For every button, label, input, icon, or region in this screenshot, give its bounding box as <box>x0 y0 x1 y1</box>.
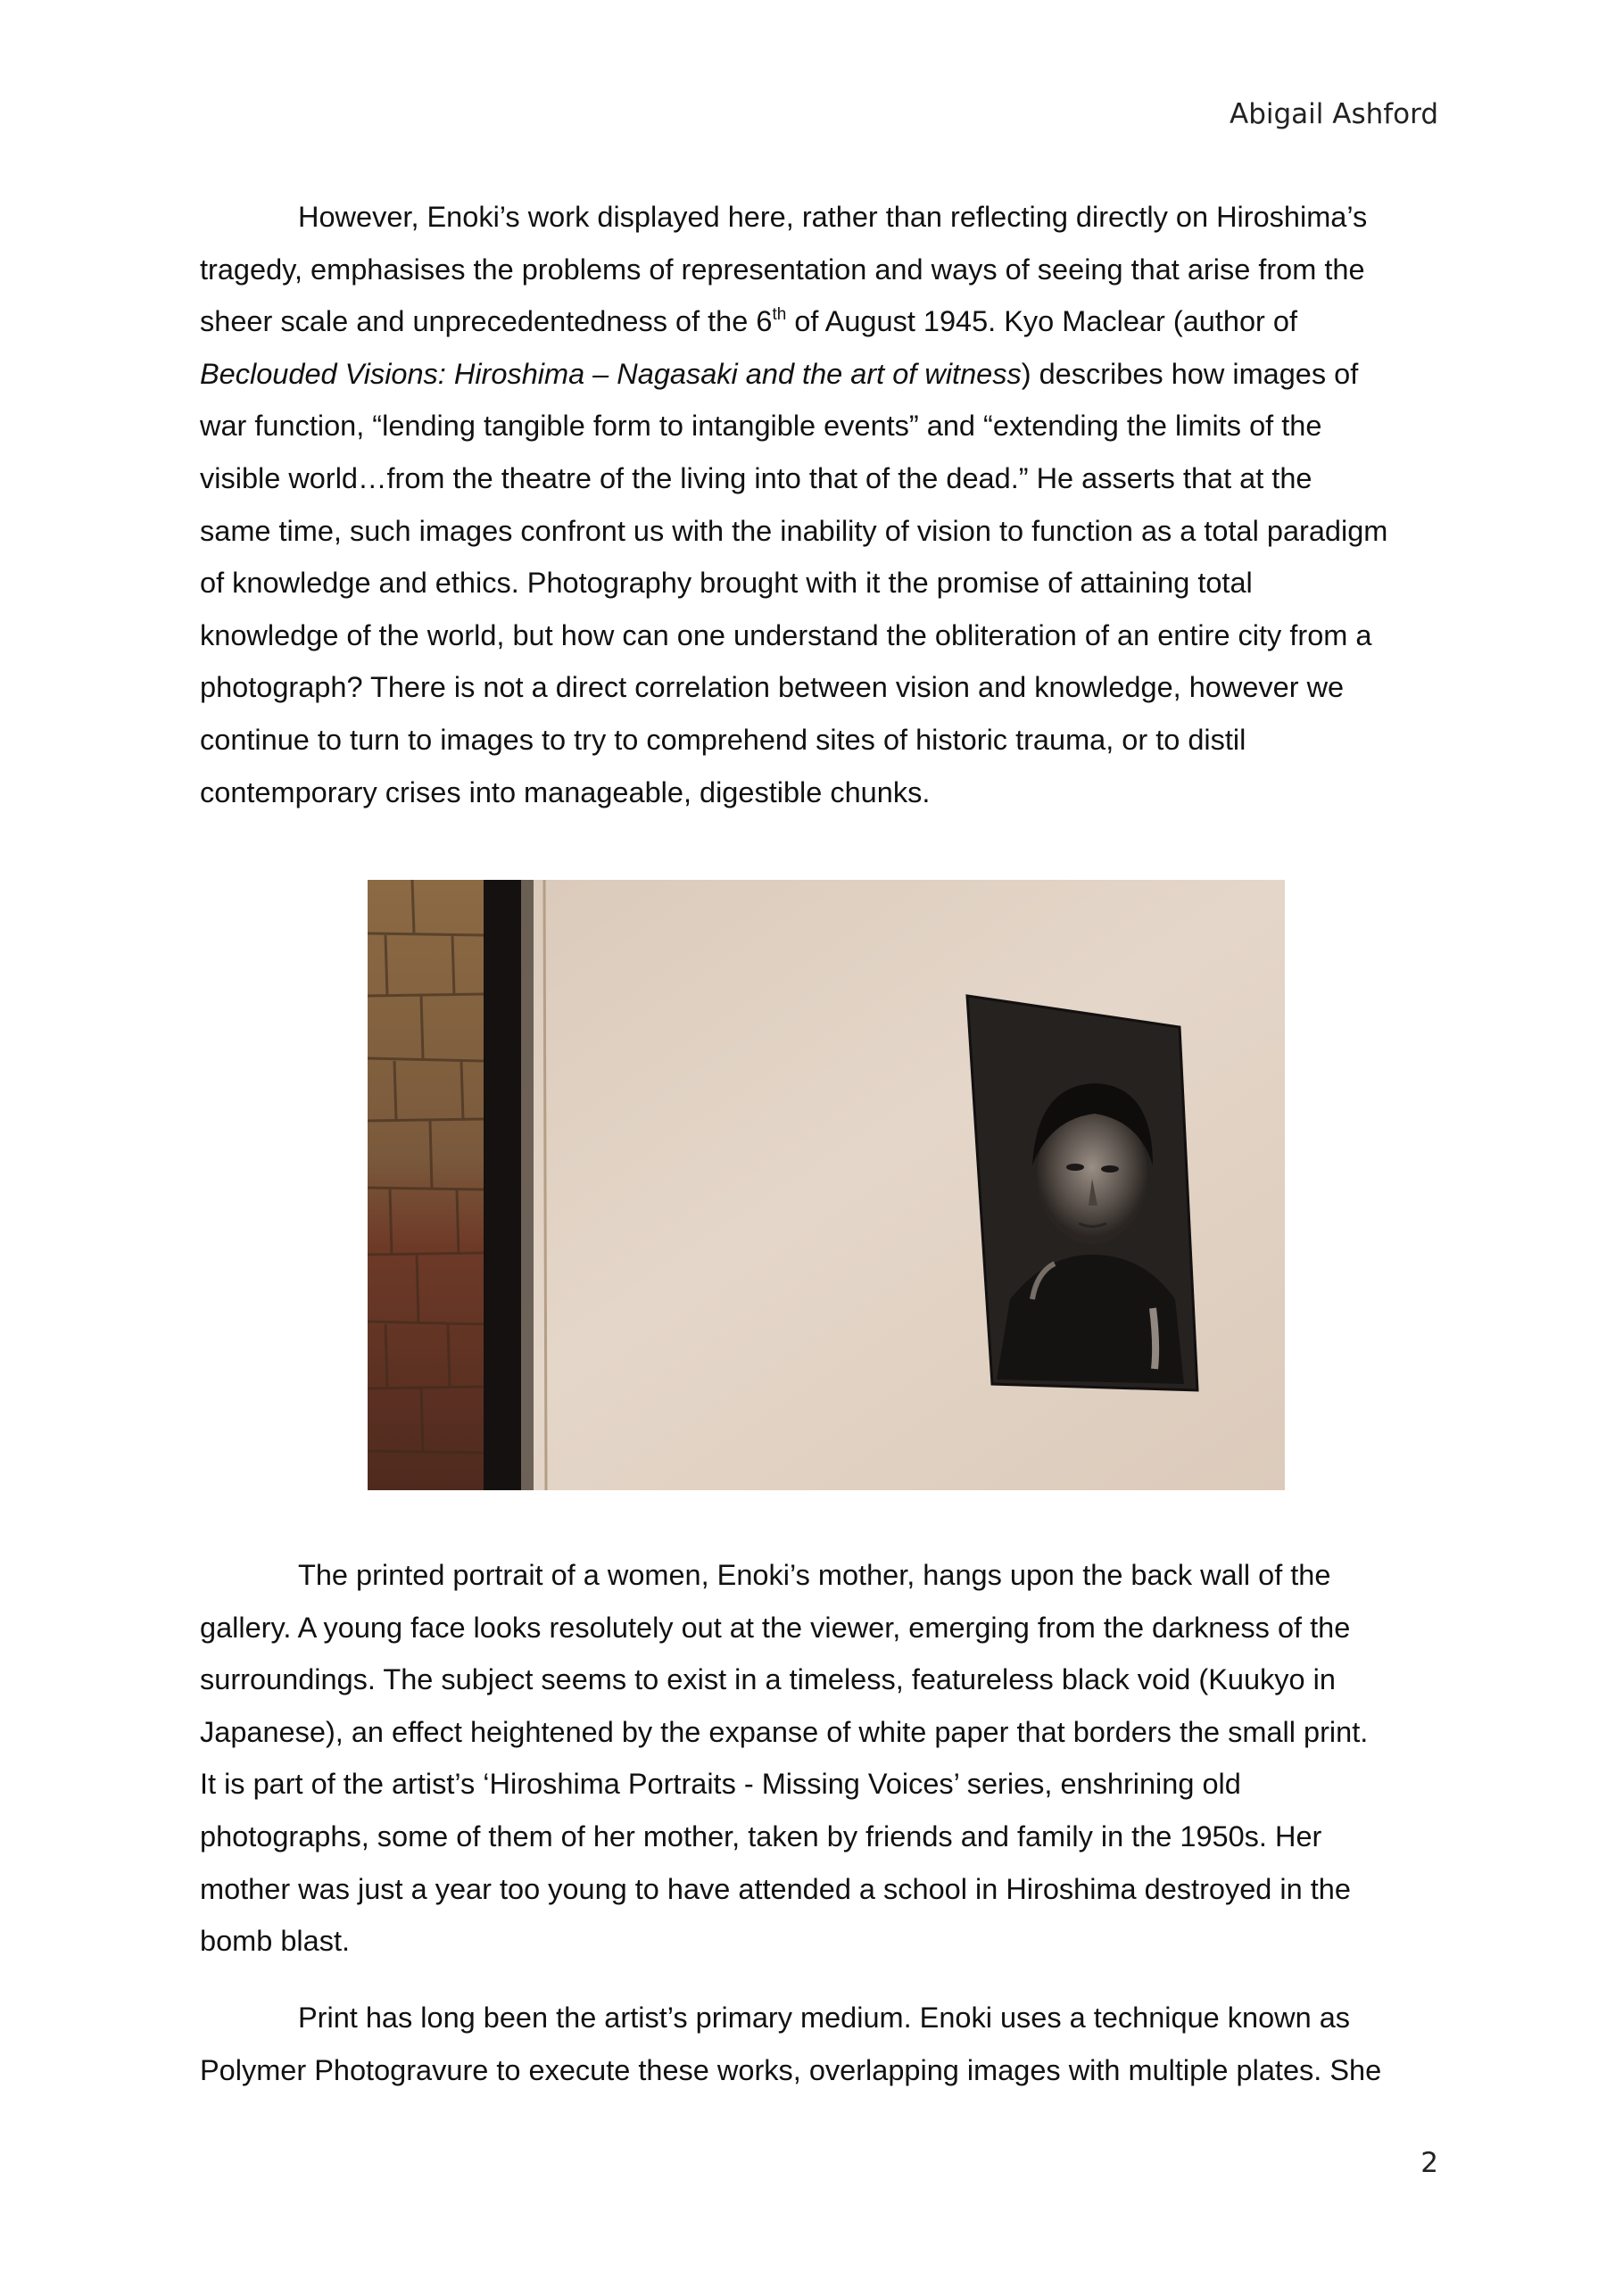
paragraph-line: contemporary crises into manageable, digestible chunks. <box>200 775 931 808</box>
paragraph-1 <box>200 191 1449 818</box>
book-title: Beclouded Visions: Hiroshima – Nagasaki and the art of witness <box>200 357 1022 390</box>
paragraph-line: surroundings. The subject seems to exist in a timeless, featureless black void (Kuukyo in <box>200 1663 1336 1696</box>
paragraph-line: The printed portrait of a women, Enoki’s mother, hangs upon the back wall of the <box>298 1559 1331 1591</box>
line-text: ) describes how images of <box>1021 357 1359 390</box>
line-text: of August 1945. Kyo Maclear (author of <box>786 305 1297 338</box>
paragraph-line: war function, “lending tangible form to intangible events” and “extending the limits of the <box>200 410 1322 443</box>
paragraph-3 <box>200 1992 1449 2096</box>
paragraph-line: knowledge of the world, but how can one understand the obliteration of an entire city from a <box>200 618 1372 651</box>
paragraph-line: mother was just a year too young to have attended a school in Hiroshima destroyed in the <box>200 1872 1351 1905</box>
header-author-name: Abigail Ashford <box>1229 98 1438 130</box>
paragraph-line <box>200 348 1449 401</box>
paragraph-line: Polymer Photogravure to execute these works, overlapping images with multiple plates. She <box>200 2053 1382 2086</box>
paragraph-line <box>200 295 1449 348</box>
paragraph-line: gallery. A young face looks resolutely out at the viewer, emerging from the darkness of the <box>200 1611 1351 1644</box>
paragraph-line: photograph? There is not a direct correlation between vision and knowledge, however we <box>200 671 1345 704</box>
line-text: sheer scale and unprecedentedness of the 6 <box>200 305 773 338</box>
paragraph-line: Print has long been the artist’s primary medium. Enoki uses a technique known as <box>298 2002 1351 2034</box>
paragraph-line: photographs, some of them of her mother, taken by friends and family in the 1950s. Her <box>200 1819 1322 1853</box>
paragraph-line: However, Enoki’s work displayed here, rather than reflecting directly on Hiroshima’s <box>298 201 1368 233</box>
paragraph-line: same time, such images confront us with the inability of vision to function as a total paradigm <box>200 514 1388 547</box>
paragraph-line: bomb blast. <box>200 1925 351 1958</box>
paragraph-line: Japanese), an effect heightened by the expanse of white paper that borders the small print. <box>200 1715 1369 1748</box>
gallery-photograph <box>368 880 1285 1490</box>
ordinal-superscript: th <box>772 305 787 325</box>
paragraph-line: continue to turn to images to try to comprehend sites of historic trauma, or to distil <box>200 723 1246 756</box>
paragraph-line: tragedy, emphasises the problems of representation and ways of seeing that arise from the <box>200 253 1365 286</box>
paragraph-line: It is part of the artist’s ‘Hiroshima Portraits - Missing Voices’ series, enshrining old <box>200 1768 1241 1801</box>
paragraph-line: of knowledge and ethics. Photography brought with it the promise of attaining total <box>200 567 1253 600</box>
paragraph-2 <box>200 1549 1449 1968</box>
paragraph-line: visible world…from the theatre of the living into that of the dead.” He asserts that at the <box>200 461 1312 494</box>
page-number: 2 <box>1420 2147 1438 2179</box>
